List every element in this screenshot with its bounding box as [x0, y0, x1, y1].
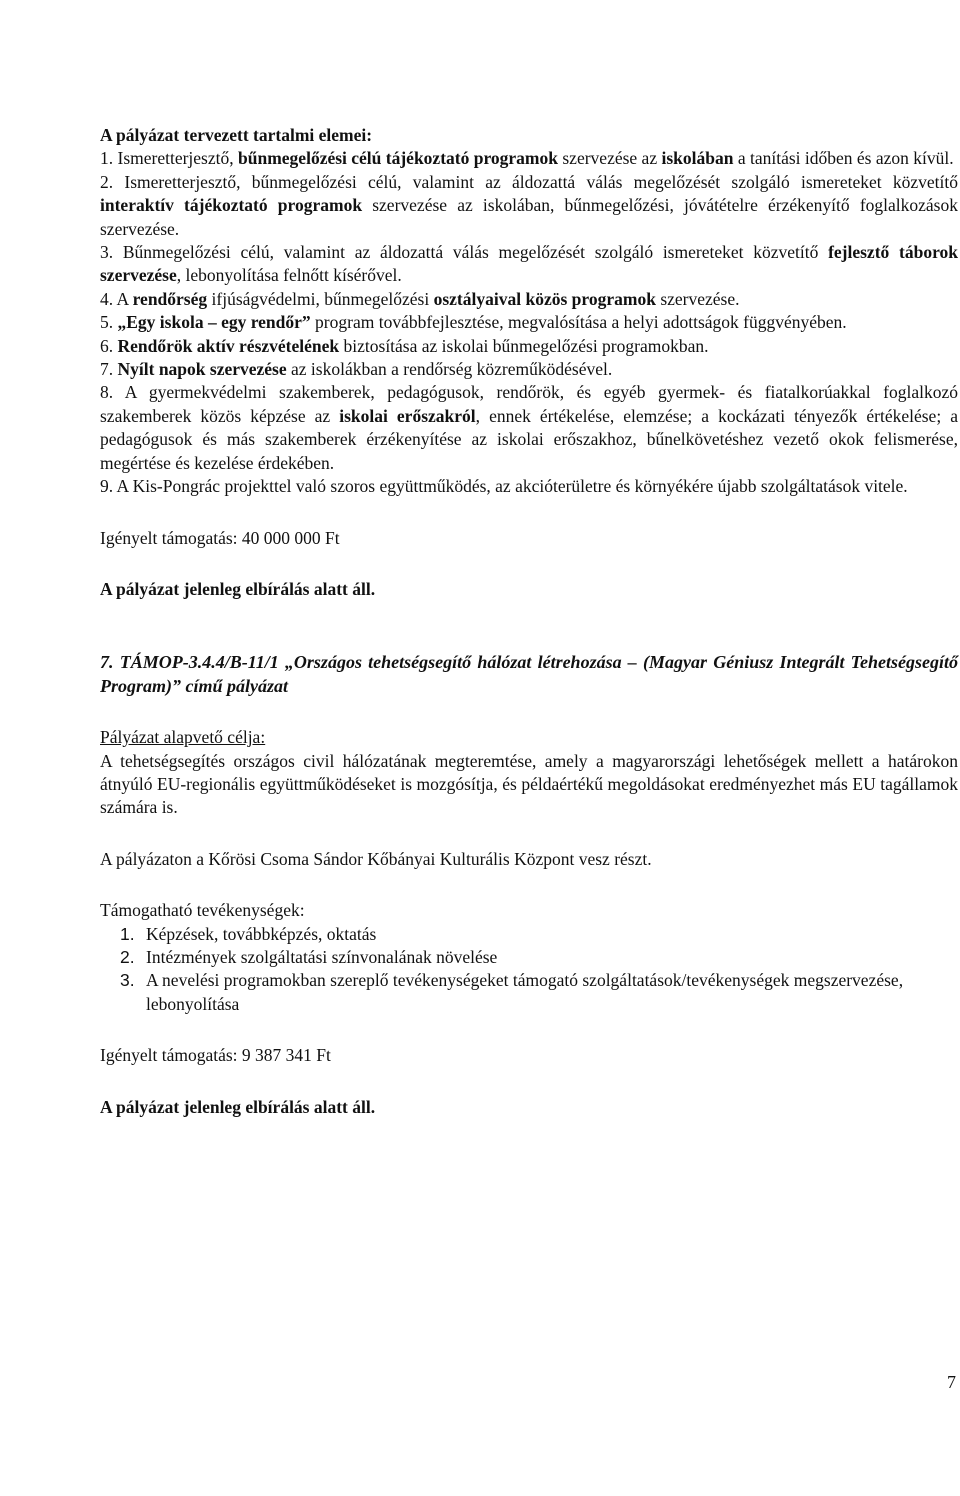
goal-label: Pályázat alapvető célja:: [100, 727, 266, 748]
list-item-8: 8. A gyermekvédelmi szakemberek, pedagógusok, rendőrök, és egyéb gyermek- és fiatalkorúakkal foglalkozó szakemberek közös képzése az iskolai erőszakról, ennek értékelése, elemzése; a kockázati tényezők értékelése; a pedagógusok és más szakemberek érzékenyítése az iskolai erőszakhoz, bűnelkövetéshez vezető okok felismerése, megértése és kezelése érdekében.: [100, 382, 958, 473]
list-item: 2. Intézmények szolgáltatási színvonalának növelése: [120, 946, 498, 967]
list-item-7: 7. Nyílt napok szervezése az iskolákban a rendőrség közreműködésével.: [100, 359, 613, 380]
list-item-6: 6. Rendőrök aktív részvételének biztosítása az iskolai bűnmegelőzési programokban.: [100, 335, 709, 356]
goal-text: A tehetségsegítés országos civil hálózatának megteremtése, amely a magyarországi lehetőségek mellett a határokon átnyúló EU-regionális együttműködéseket is mozgósítja, és példaértékű megoldásokat eredményezhet más EU tagállamok számára is.: [100, 750, 958, 818]
support-amount: Igényelt támogatás: 40 000 000 Ft: [100, 527, 340, 548]
section-heading: A pályázat tervezett tartalmi elemei:: [100, 125, 373, 145]
list-item: 3. A nevelési programokban szereplő tevékenységeket támogató szolgáltatások/tevékenységek megszervezése, lebonyolítása: [120, 970, 904, 1014]
list-item: 1. Képzések, továbbképzés, oktatás: [120, 923, 377, 944]
list-item-2: 2. Ismeretterjesztő, bűnmegelőzési célú, valamint az áldozattá válás megelőzését szolgáló ismereteket közvetítő interaktív tájékoztató programok szervezése az iskolában, bűnmegelőzési, jóvátételre érzékenyítő foglalkozások szervezése.: [100, 171, 959, 239]
document-body: [100, 124, 958, 1119]
list-item-3: 3. Bűnmegelőzési célú, valamint az áldozattá válás megelőzését szolgáló ismereteket közvetítő fejlesztő táborok szervezése, lebonyolítása felnőtt kísérővel.: [100, 242, 958, 286]
list-item-4: 4. A rendőrség ifjúságvédelmi, bűnmegelőzési osztályaival közös programok szervezése.: [100, 288, 740, 309]
support-amount-2: Igényelt támogatás: 9 387 341 Ft: [100, 1045, 331, 1066]
project-title: 7. TÁMOP-3.4.4/B-11/1 „Országos tehetségsegítő hálózat létrehozása – (Magyar Géniusz Integrált Tehetségsegítő Program)” című pályázat: [100, 652, 958, 696]
status-line: A pályázat jelenleg elbírálás alatt áll.: [100, 578, 376, 599]
status-line-2: A pályázat jelenleg elbírálás alatt áll.: [100, 1096, 376, 1117]
page-number: 7: [947, 1372, 956, 1392]
activities-list: [100, 923, 958, 1017]
list-item-5: 5. „Egy iskola – egy rendőr” program továbbfejlesztése, megvalósítása a helyi adottságok függvényében.: [100, 312, 847, 333]
list-item-1: 1. Ismeretterjesztő, bűnmegelőzési célú tájékoztató programok szervezése az iskolában a tanítási időben és azon kívül.: [100, 148, 954, 169]
activities-label: Támogatható tevékenységek:: [100, 900, 305, 921]
list-item-9: 9. A Kis-Pongrác projekttel való szoros együttműködés, az akcióterületre és környékére újabb szolgáltatások vitele.: [100, 476, 908, 497]
participant-text: A pályázaton a Kőrösi Csoma Sándor Kőbányai Kulturális Központ vesz részt.: [100, 848, 652, 869]
